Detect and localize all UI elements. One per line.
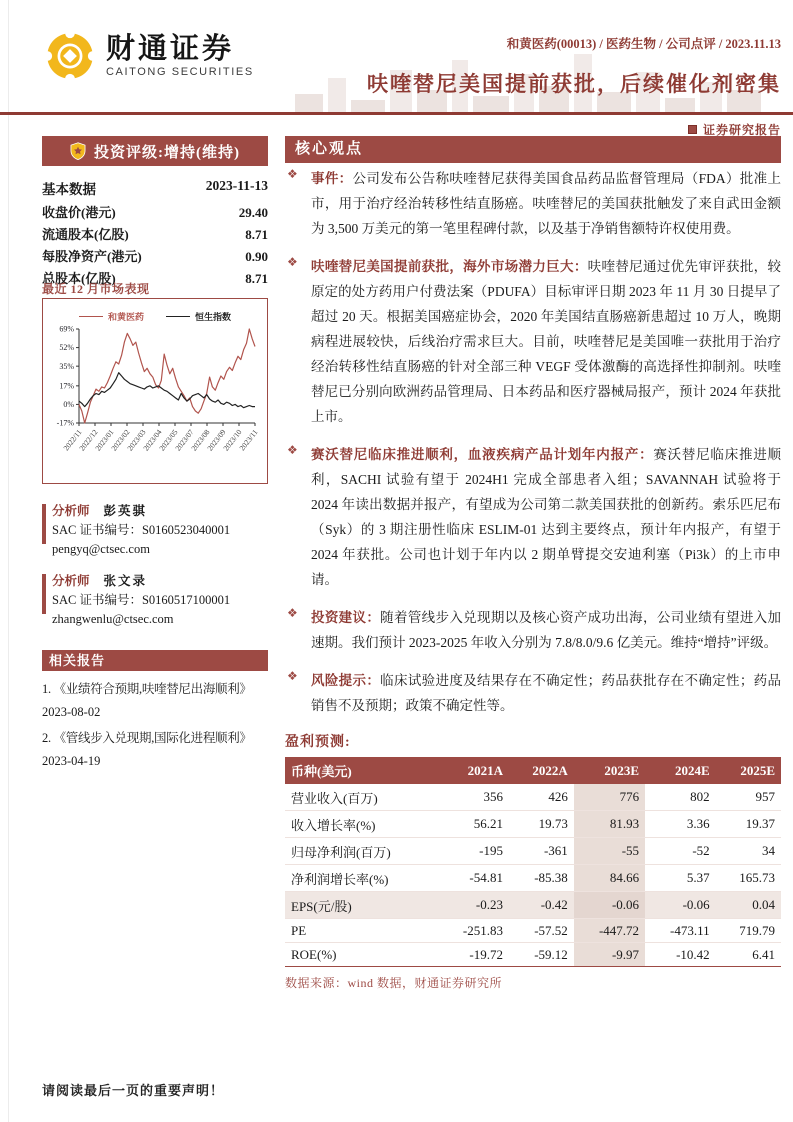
core-view-bullet <box>285 442 781 592</box>
shield-icon <box>70 142 86 160</box>
series-line-和黄医药 <box>79 329 255 423</box>
table-cell: 34 <box>716 838 781 865</box>
table-row <box>285 784 781 811</box>
analyst-block <box>42 572 272 629</box>
table-cell: 19.73 <box>509 811 574 838</box>
x-tick-label: 2023/02 <box>109 427 132 453</box>
core-views-body <box>285 166 781 991</box>
table-cell: 56.21 <box>438 811 509 838</box>
table-cell: 6.41 <box>716 943 781 967</box>
table-col-header: 2023E <box>574 757 645 784</box>
table-cell: -0.06 <box>645 892 716 919</box>
logo-en-text: CAITONG SECURITIES <box>106 65 254 78</box>
square-bullet-icon <box>688 125 697 134</box>
rating-label: 投资评级:增持(维持) <box>94 144 240 161</box>
related-report-title: 1. 《业绩符合预期,呋喹替尼出海顺利》 <box>42 682 252 696</box>
table-cell: 356 <box>438 784 509 811</box>
table-col-header: 币种(美元) <box>285 757 438 784</box>
table-cell: -195 <box>438 838 509 865</box>
basic-data-row <box>42 202 268 224</box>
table-cell: 957 <box>716 784 781 811</box>
table-col-header: 2024E <box>645 757 716 784</box>
analyst-name: 彭英骐 <box>103 504 148 518</box>
core-view-bullet <box>285 166 781 241</box>
x-tick-label: 2022/12 <box>77 427 100 453</box>
table-cell: -57.52 <box>509 919 574 943</box>
table-row-label: 营业收入(百万) <box>285 784 438 811</box>
table-cell: 719.79 <box>716 919 781 943</box>
x-tick-label: 2023/03 <box>125 427 148 453</box>
header-divider <box>0 112 793 115</box>
basic-data-panel <box>42 178 268 290</box>
bullet-lead: 投资建议： <box>311 610 381 625</box>
report-meta: 和黄医药(00013) / 医药生物 / 公司点评 / 2023.11.13 <box>506 37 781 51</box>
core-view-bullet <box>285 254 781 429</box>
x-tick-label: 2023/10 <box>221 427 244 453</box>
logo-cn-text: 财通证券 <box>106 33 235 66</box>
bullet-text <box>311 166 781 241</box>
legend-label: 恒生指数 <box>195 312 232 322</box>
analyst-sac: SAC 证书编号：S0160517100001 <box>52 593 231 607</box>
core-view-bullet <box>285 605 781 655</box>
analyst-email: zhangwenlu@ctsec.com <box>52 612 174 626</box>
report-tag <box>688 121 781 138</box>
table-cell: -52 <box>645 838 716 865</box>
rating-badge <box>42 136 268 166</box>
legend-item <box>79 310 144 323</box>
y-tick-label: 69% <box>59 324 74 334</box>
y-tick-label: 52% <box>59 343 74 353</box>
table-cell: -19.72 <box>438 943 509 967</box>
analyst-role: 分析师 <box>52 574 90 588</box>
table-row <box>285 892 781 919</box>
analyst-block <box>42 502 272 559</box>
bullet-diamond-icon: ❖ <box>287 606 298 620</box>
bullet-body: 公司发布公告称呋喹替尼获得美国食品药品监督管理局（FDA）批准上市，用于治疗经治转移性结直肠癌。呋喹替尼的美国获批触发了来自武田金额为 3,500 万美元的第一笔里程碑付款，以及基于净销售额特许权使用费。 <box>311 171 781 236</box>
chart-legend <box>43 310 267 323</box>
table-cell: 802 <box>645 784 716 811</box>
basic-data-date: 2023-11-13 <box>205 178 268 193</box>
table-cell: 84.66 <box>574 865 645 892</box>
table-cell: -473.11 <box>645 919 716 943</box>
chart-axes <box>79 329 255 423</box>
legend-label: 和黄医药 <box>107 312 144 322</box>
bullet-body: 呋喹替尼通过优先审评获批，较原定的处方药用户付费法案（PDUFA）目标审评日期 2023 年 11 月 30 日提早了超过 20 天。根据美国癌症协会，2020 年美国结直肠癌新患超过 10 万人，晚期病程进展较快，后线治疗需求巨大。目前，呋喹替尼是美国唯一获批用于治疗经治转移性结直肠癌的针对全部三种 VEGF 受体激酶的高选择性抑制剂。呋喹替尼已分别向欧洲药品管理局、日本药品和医疗器械局报产，预计 2024 年获批上市。 <box>311 259 782 424</box>
bullet-text <box>311 605 781 655</box>
bullet-body: 赛沃替尼临床推进顺利，SACHI 试验有望于 2024H1 完成全部患者入组；SAVANNAH 试验将于 2024 年读出数据并报产，有望成为公司第二款美国获批的创新药。索乐匹尼布（Syk）的 3 期注册性临床 ESLIM-01 达到主要终点，预计年内报产，有望于 2024 年获批。公司也计划于年内以 2 期单臂提交安迪利塞（Pi3k）的上市申请。 <box>311 447 781 587</box>
table-cell: 165.73 <box>716 865 781 892</box>
basic-data-row <box>42 246 268 268</box>
core-view-bullet <box>285 668 781 718</box>
basic-data-value: 8.71 <box>245 271 268 286</box>
table-cell: -85.38 <box>509 865 574 892</box>
y-tick-label: 17% <box>59 381 74 391</box>
legend-line-icon <box>166 316 190 317</box>
bullet-body: 临床试验进度及结果存在不确定性；药品获批存在不确定性；药品销售不及预期；政策不确定性等。 <box>311 673 782 713</box>
caitong-coin-icon <box>44 30 96 82</box>
table-cell: -0.42 <box>509 892 574 919</box>
report-tag-label: 证券研究报告 <box>702 123 781 137</box>
table-cell: 19.37 <box>716 811 781 838</box>
table-row-label: ROE(%) <box>285 943 438 967</box>
basic-data-value: 0.90 <box>245 249 268 264</box>
basic-data-label: 每股净资产(港元) <box>42 249 142 264</box>
table-row <box>285 943 781 967</box>
table-cell: -55 <box>574 838 645 865</box>
table-cell: -59.12 <box>509 943 574 967</box>
table-cell: -251.83 <box>438 919 509 943</box>
table-row <box>285 919 781 943</box>
forecast-title: 盈利预测: <box>285 735 351 750</box>
table-cell: -0.23 <box>438 892 509 919</box>
bullet-diamond-icon: ❖ <box>287 669 298 683</box>
performance-chart <box>42 298 268 484</box>
basic-data-title: 基本数据 <box>42 182 96 197</box>
table-cell: 0.04 <box>716 892 781 919</box>
bullet-body: 随着管线步入兑现期以及核心资产成功出海，公司业绩有望进入加速期。我们预计 2023-2025 年收入分别为 7.8/8.0/9.6 亿美元。维持“增持”评级。 <box>311 610 782 650</box>
table-cell: 3.36 <box>645 811 716 838</box>
bullet-text <box>311 668 781 718</box>
x-tick-label: 2023/08 <box>189 427 212 453</box>
related-reports-header: 相关报告 <box>42 650 268 671</box>
bullet-lead: 赛沃替尼临床推进顺利，血液疾病产品计划年内报产： <box>311 447 654 462</box>
legend-item <box>166 310 231 323</box>
basic-data-label: 收盘价(港元) <box>42 205 116 220</box>
table-col-header: 2021A <box>438 757 509 784</box>
data-source-note: 数据来源：wind 数据，财通证券研究所 <box>285 976 503 990</box>
y-tick-label: -17% <box>56 418 74 428</box>
table-col-header: 2022A <box>509 757 574 784</box>
table-col-header: 2025E <box>716 757 781 784</box>
bullet-text <box>311 442 781 592</box>
table-row-label: 归母净利润(百万) <box>285 838 438 865</box>
table-cell: -9.97 <box>574 943 645 967</box>
x-tick-label: 2023/04 <box>141 427 164 453</box>
x-tick-label: 2023/11 <box>237 427 260 453</box>
table-row <box>285 838 781 865</box>
analyst-email: pengyq@ctsec.com <box>52 542 150 556</box>
analyst-sac: SAC 证书编号：S0160523040001 <box>52 523 231 537</box>
x-tick-label: 2022/11 <box>61 427 84 453</box>
basic-data-row <box>42 224 268 246</box>
y-tick-label: 35% <box>59 361 74 371</box>
basic-data-label: 流通股本(亿股) <box>42 227 129 242</box>
x-tick-label: 2023/01 <box>93 427 116 453</box>
table-row <box>285 865 781 892</box>
y-tick-label: 0% <box>63 400 74 410</box>
table-row-label: 收入增长率(%) <box>285 811 438 838</box>
x-tick-label: 2023/07 <box>173 427 196 453</box>
table-cell: -0.06 <box>574 892 645 919</box>
bullet-diamond-icon: ❖ <box>287 443 298 457</box>
footer-disclaimer: 请阅读最后一页的重要声明！ <box>42 1083 225 1098</box>
table-row <box>285 811 781 838</box>
table-cell: 81.93 <box>574 811 645 838</box>
table-cell: 426 <box>509 784 574 811</box>
table-cell: -10.42 <box>645 943 716 967</box>
basic-data-label: 总股本(亿股) <box>42 271 116 286</box>
bullet-lead: 风险提示： <box>311 673 381 688</box>
basic-data-value: 8.71 <box>245 227 268 242</box>
table-cell: 5.37 <box>645 865 716 892</box>
table-row-label: 净利润增长率(%) <box>285 865 438 892</box>
analyst-name: 张文录 <box>103 574 148 588</box>
table-row-label: EPS(元/股) <box>285 892 438 919</box>
analyst-role: 分析师 <box>52 504 90 518</box>
x-tick-label: 2023/05 <box>157 427 180 453</box>
core-views-header: 核心观点 <box>285 136 781 163</box>
related-reports-list <box>42 678 270 776</box>
table-cell: -54.81 <box>438 865 509 892</box>
table-cell: -447.72 <box>574 919 645 943</box>
market-performance-label: 最近 12 月市场表现 <box>42 282 150 296</box>
bullet-lead: 事件： <box>311 171 353 186</box>
table-cell: -361 <box>509 838 574 865</box>
table-cell: 776 <box>574 784 645 811</box>
legend-line-icon <box>79 316 103 317</box>
related-report-date: 2023-08-02 <box>42 705 101 719</box>
page-title: 呋喹替尼美国提前获批，后续催化剂密集 <box>367 72 781 96</box>
page-edge-line <box>8 0 9 1122</box>
related-report-date: 2023-04-19 <box>42 754 101 768</box>
x-tick-label: 2023/09 <box>205 427 228 453</box>
line-chart <box>43 323 267 473</box>
related-report-title: 2. 《管线步入兑现期,国际化进程顺利》 <box>42 731 252 745</box>
bullet-text <box>311 254 781 429</box>
series-line-恒生指数 <box>79 373 255 408</box>
basic-data-value: 29.40 <box>238 205 268 220</box>
bullet-diamond-icon: ❖ <box>287 255 298 269</box>
bullet-lead: 呋喹替尼美国提前获批，海外市场潜力巨大： <box>311 259 588 274</box>
table-row-label: PE <box>285 919 438 943</box>
forecast-table <box>285 757 781 967</box>
bullet-diamond-icon: ❖ <box>287 167 298 181</box>
